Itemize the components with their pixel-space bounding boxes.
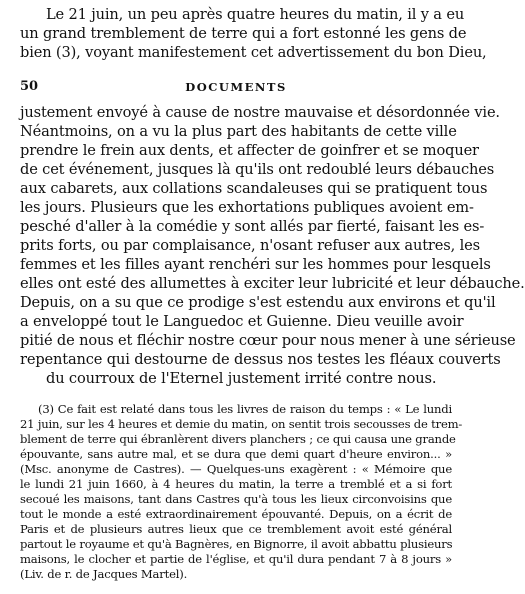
text-line: prendre le frein aux dents, et affecter de goinfrer et se moquer xyxy=(20,142,479,159)
footnote-line: tout le monde a esté extraordinairement épouvanté. Depuis, on a écrit de xyxy=(20,507,452,521)
footnote-line: (Msc. anonyme de Castres). — Quelques-uns exagèrent : « Mémoire que xyxy=(20,462,452,476)
text-line: de cet événement, jusques là qu'ils ont redoublé leurs débauches xyxy=(20,161,495,178)
footnote-line: partout le royaume et qu'à Bagnères, en Bignorre, il avoit abbattu plusieurs xyxy=(20,537,453,551)
text-line: Néantmoins, on a vu la plus part des habitants de cette ville xyxy=(20,123,457,140)
footnote-line: blement de terre qui ébranlèrent divers planchers ; ce qui causa une grande xyxy=(20,432,456,446)
text-line: a enveloppé tout le Languedoc et Guienne. Dieu veuille avoir xyxy=(20,313,464,330)
text-line: pitié de nous et fléchir nostre cœur pour nous mener à une sérieuse xyxy=(20,332,516,349)
text-line: bien (3), voyant manifestement cet advertissement du bon Dieu, xyxy=(20,44,487,61)
text-line: Le 21 juin, un peu après quatre heures du matin, il y a eu xyxy=(46,6,465,23)
text-line: elles ont esté des allumettes à exciter leur lubricité et leur débauche. xyxy=(20,275,525,292)
footnote-line: maisons, le clocher et partie de l'église, et qu'il dura pendant 7 à 8 jours » xyxy=(20,552,452,566)
footnote-line: le lundi 21 juin 1660, à 4 heures du matin, la terre a tremblé et a si fort xyxy=(20,477,452,491)
text-line: Depuis, on a su que ce prodige s'est estendu aux environs et qu'il xyxy=(20,294,496,311)
text-line: repentance qui destourne de dessus nos testes les fléaux couverts xyxy=(20,351,501,368)
text-line: du courroux de l'Eternel justement irrité contre nous. xyxy=(46,370,437,387)
footnote-line: (Liv. de r. de Jacques Martel). xyxy=(20,567,188,581)
text-line: prits forts, ou par complaisance, n'osant refuser aux autres, les xyxy=(20,237,480,254)
running-header xyxy=(20,78,452,96)
text-line: un grand tremblement de terre qui a fort estonné les gens de xyxy=(20,25,467,42)
footnote-line: Paris et de plusieurs autres lieux que ce tremblement avoit esté général xyxy=(20,522,452,536)
text-line: femmes et les filles ayant renchéri sur les hommes pour lesquels xyxy=(20,256,491,273)
footnote-line: épouvante, sans autre mal, et se dura que demi quart d'heure environ... » xyxy=(20,447,452,461)
text-line: les jours. Plusieurs que les exhortations publiques avoient em- xyxy=(20,199,474,216)
text-line: justement envoyé à cause de nostre mauvaise et désordonnée vie. xyxy=(20,104,500,121)
footnote-line: secoué les maisons, tant dans Castres qu'à tous les lieux circonvoisins que xyxy=(20,492,452,506)
footnote-line: 21 juin, sur les 4 heures et demie du matin, on sentit trois secousses de trem- xyxy=(20,417,463,431)
page-number: 50 xyxy=(20,79,39,94)
footnote-line: (3) Ce fait est relaté dans tous les livres de raison du temps : « Le lundi xyxy=(38,402,452,416)
text-line: pesché d'aller à la comédie y sont allés par fierté, faisant les es- xyxy=(20,218,485,235)
running-title: DOCUMENTS xyxy=(185,80,287,94)
text-line: aux cabarets, aux collations scandaleuses qui se pratiquent tous xyxy=(20,180,488,197)
